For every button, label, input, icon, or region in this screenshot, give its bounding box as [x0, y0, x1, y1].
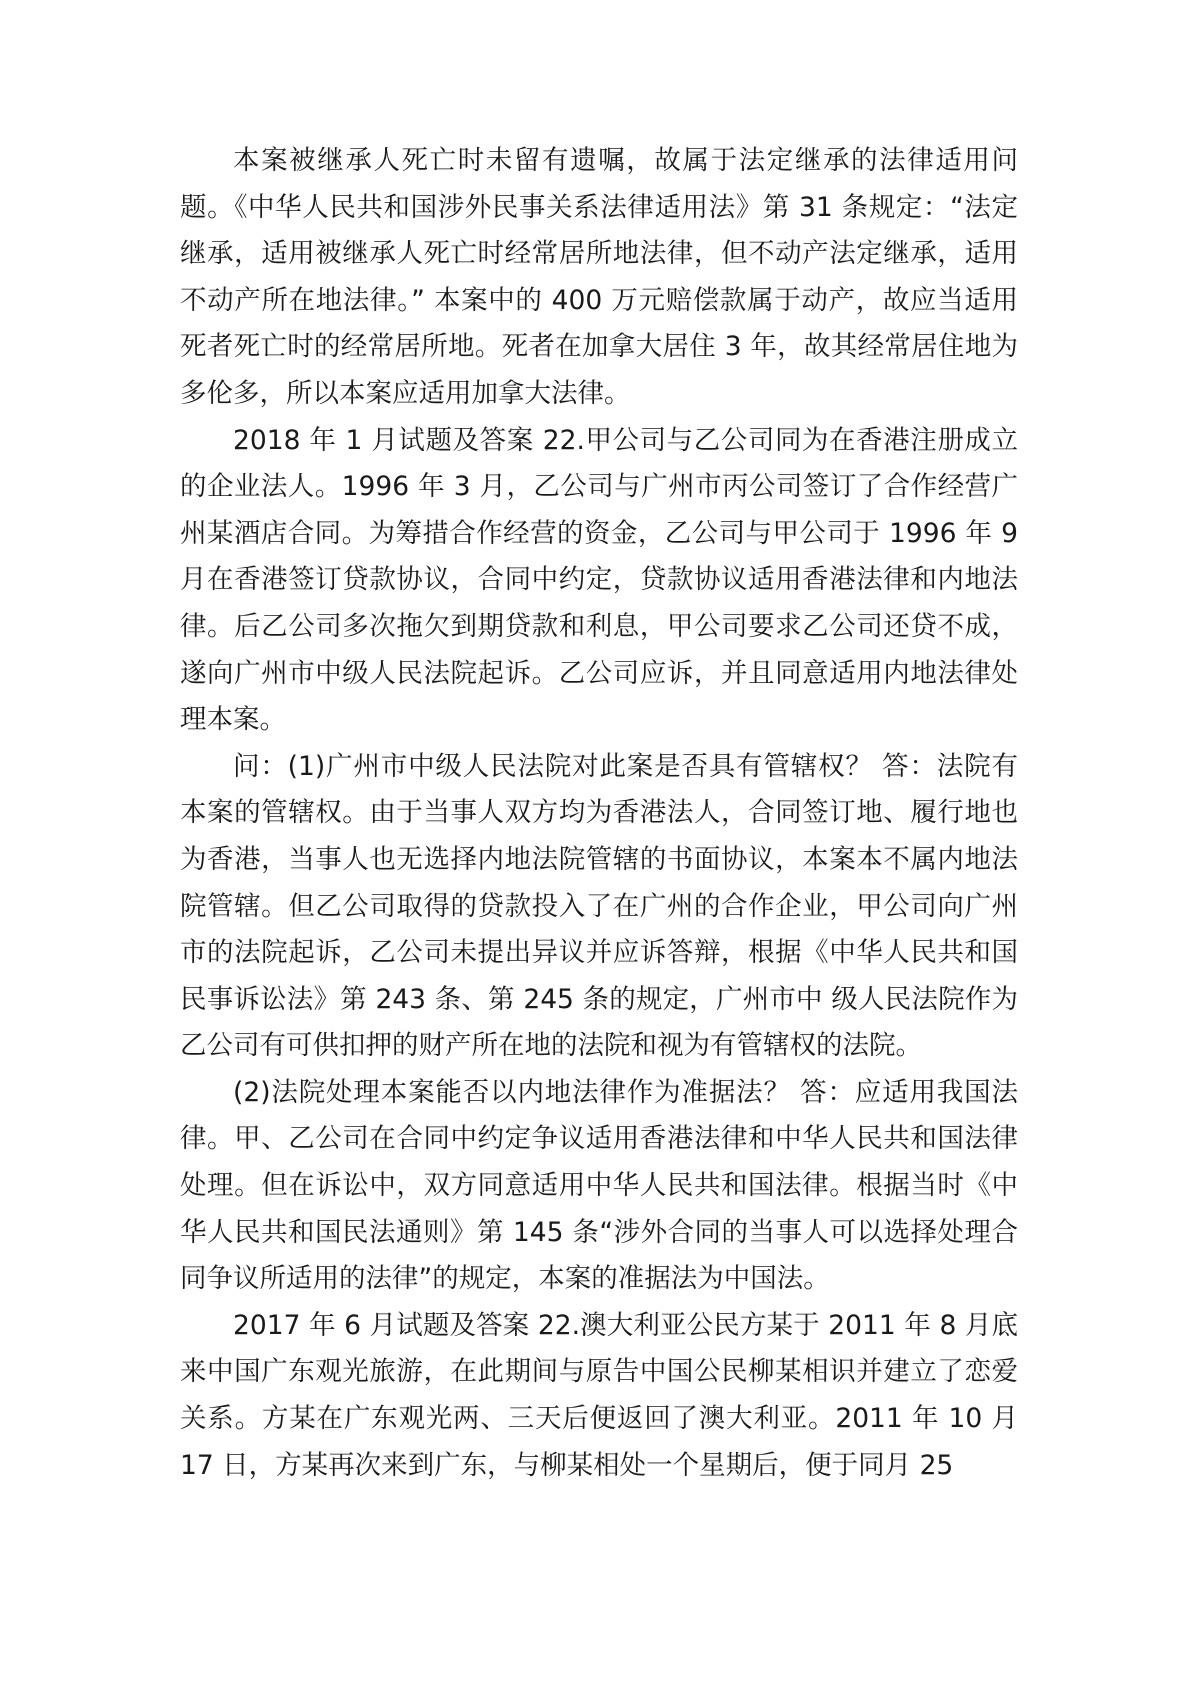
paragraph-question-1-answer: 问：(1)广州市中级人民法院对此案是否具有管辖权？ 答：法院有本案的管辖权。由于当事人双方均为香港法人，合同签订地、履行地也为香港，当事人也无选择内地法院管辖的书面协议，本案本不属内地法院管辖。但乙公司取得的贷款投入了在广州的合作企业，甲公司向广州市的法院起诉，乙公司未提出异议并应诉答辩，根据《中华人民共和国民事诉讼法》第 243 条、第 245 条的规定，广州市中 级人民法院作为乙公司有可供扣押的财产所在地的法院和视为有管辖权的法院。	[180, 750, 1018, 1062]
paragraph-inheritance-analysis: 本案被继承人死亡时未留有遗嘱，故属于法定继承的法律适用问题。《中华人民共和国涉外民事关系法律适用法》第 31 条规定：“法定继承，适用被继承人死亡时经常居所地法律，但不动产法定继承，适用不动产所在地法律。” 本案中的 400 万元赔偿款属于动产，故应当适用死者死亡时的经常居所地。死者在加拿大居住 3 年，故其经常居住地为多伦多，所以本案应适用加拿大法律。	[180, 145, 1018, 409]
paragraph-question-2-answer: (2)法院处理本案能否以内地法律作为准据法？ 答：应适用我国法律。甲、乙公司在合同中约定争议适用香港法律和中华人民共和国法律处理。但在诉讼中，双方同意适用中华人民共和国法律。根据当时《中华人民共和国民法通则》第 145 条“涉外合同的当事人可以选择处理合同争议所适用的法律”的规定，本案的准据法为中国法。	[180, 1076, 1018, 1295]
document-body	[180, 138, 1018, 1489]
paragraph-2017-exam-question: 2017 年 6 月试题及答案 22.澳大利亚公民方某于 2011 年 8 月底来中国广东观光旅游，在此期间与原告中国公民柳某相识并建立了恋爱关系。方某在广东观光两、三天后便返回了澳大利亚。2011 年 10 月 17 日，方某再次来到广东，与柳某相处一个星期后，便于同月 25	[180, 1309, 1018, 1481]
paragraph-2018-exam-question: 2018 年 1 月试题及答案 22.甲公司与乙公司同为在香港注册成立的企业法人。1996 年 3 月，乙公司与广州市丙公司签订了合作经营广州某酒店合同。为筹措合作经营的资金，乙公司与甲公司于 1996 年 9 月在香港签订贷款协议，合同中约定，贷款协议适用香港法律和内地法律。后乙公司多次拖欠到期贷款和利息，甲公司要求乙公司还贷不成，遂向广州市中级人民法院起诉。乙公司应诉，并且同意适用内地法律处理本案。	[180, 424, 1018, 736]
